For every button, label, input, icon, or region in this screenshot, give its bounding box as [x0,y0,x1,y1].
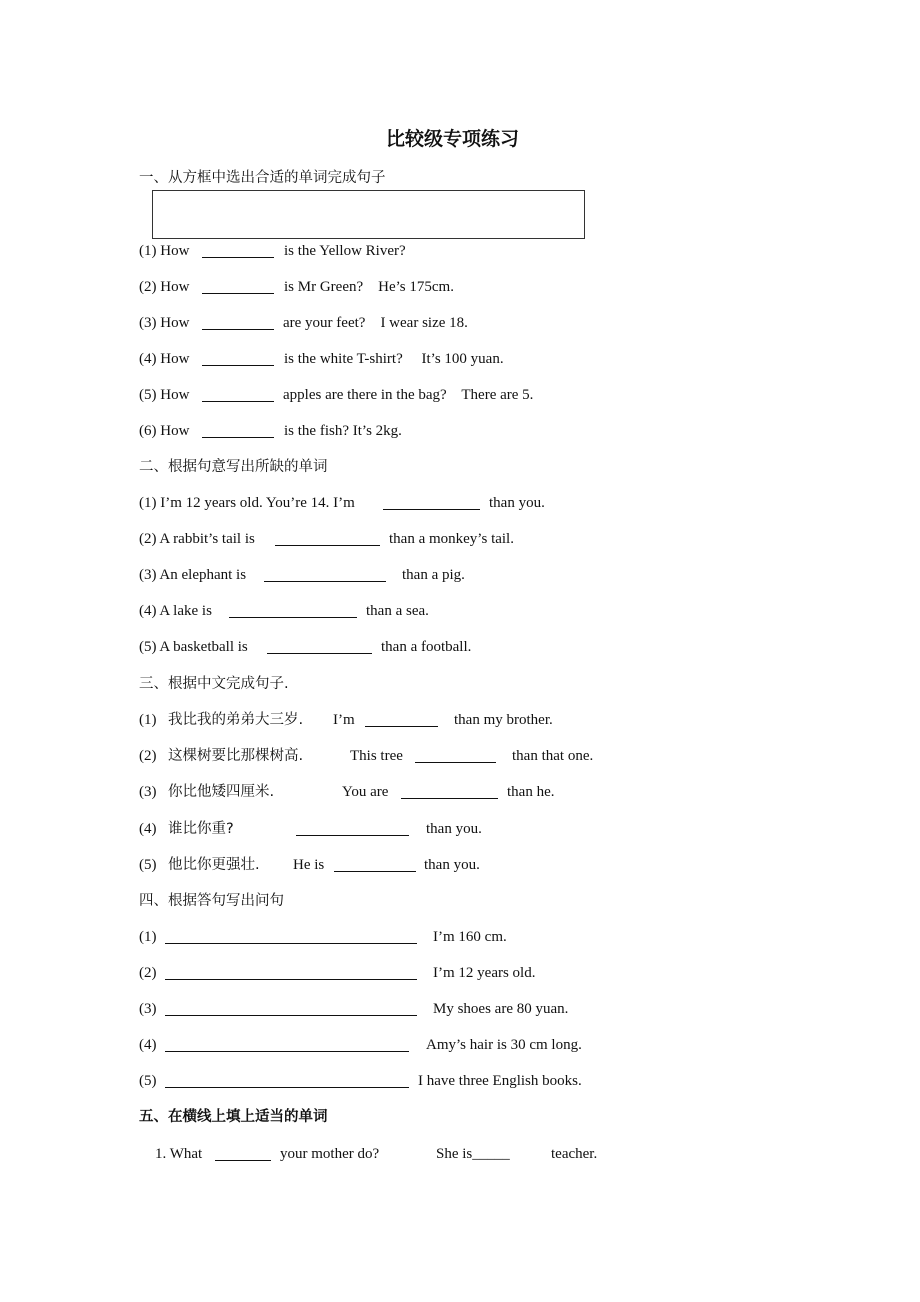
q2-2-post: than a monkey’s tail. [389,531,514,547]
q1-3-text: are your feet? I wear size 18. [283,315,468,331]
blank[interactable] [202,329,274,330]
blank[interactable] [165,943,417,944]
q1-4-num: (4) How [139,351,190,367]
q1-1-text: is the Yellow River? [284,243,406,259]
word-box [152,190,585,239]
blank[interactable] [264,581,386,582]
blank[interactable] [165,1051,409,1052]
q5-1-part2: She is_____ [436,1146,510,1162]
blank[interactable] [415,762,496,763]
q2-3-post: than a pig. [402,567,465,583]
blank[interactable] [275,545,380,546]
blank[interactable] [383,509,480,510]
blank[interactable] [202,437,274,438]
blank[interactable] [267,653,372,654]
q3-2-num: (2) [139,748,157,764]
q4-5-answer: I have three English books. [418,1073,582,1089]
q3-4-num: (4) [139,821,157,837]
q3-3-post: than he. [507,784,555,800]
q3-1-post: than my brother. [454,712,553,728]
q3-5-cn: 他比你更强壮. [168,857,260,873]
section-2-heading: 二、根据句意写出所缺的单词 [139,459,328,475]
section-1-heading: 一、从方框中选出合适的单词完成句子 [139,170,386,186]
q1-2-text: is Mr Green? He’s 175cm. [284,279,454,295]
blank[interactable] [215,1160,271,1161]
section-4-heading: 四、根据答句写出问句 [139,893,284,909]
q3-5-pre: He is [293,857,325,873]
q4-2-num: (2) [139,965,157,981]
q2-3-pre: (3) An elephant is [139,567,247,583]
q1-6-text: is the fish? It’s 2kg. [284,423,402,439]
q5-1-post: teacher. [551,1146,598,1162]
q3-3-cn: 你比他矮四厘米. [168,784,275,800]
section-5-heading: 五、在横线上填上适当的单词 [139,1109,328,1125]
blank[interactable] [165,1015,417,1016]
blank[interactable] [229,617,357,618]
q1-1-num: (1) How [139,243,190,259]
q2-4-pre: (4) A lake is [139,603,212,619]
blank[interactable] [202,401,274,402]
q4-5-num: (5) [139,1073,157,1089]
blank[interactable] [202,365,274,366]
q3-1-pre: I’m [333,712,355,728]
q4-1-answer: I’m 160 cm. [433,929,507,945]
q3-3-pre: You are [342,784,389,800]
blank[interactable] [401,798,498,799]
q2-1-post: than you. [489,495,545,511]
q3-2-post: than that one. [512,748,594,764]
q2-5-post: than a football. [381,639,472,655]
q4-4-num: (4) [139,1037,157,1053]
q3-3-num: (3) [139,784,157,800]
q4-2-answer: I’m 12 years old. [433,965,536,981]
page-title: 比较级专项练习 [386,128,520,150]
q4-3-answer: My shoes are 80 yuan. [433,1001,569,1017]
blank[interactable] [202,257,274,258]
blank[interactable] [202,293,274,294]
q4-4-answer: Amy’s hair is 30 cm long. [426,1037,582,1053]
q5-1-mid: your mother do? [280,1146,380,1162]
q2-1-pre: (1) I’m 12 years old. You’re 14. I’m [139,495,355,511]
blank[interactable] [334,871,416,872]
blank[interactable] [365,726,438,727]
q3-1-num: (1) [139,712,157,728]
q1-4-text: is the white T-shirt? It’s 100 yuan. [284,351,504,367]
q1-3-num: (3) How [139,315,190,331]
blank[interactable] [165,979,417,980]
q2-5-pre: (5) A basketball is [139,639,248,655]
q5-1-pre: 1. What [155,1146,203,1162]
q4-1-num: (1) [139,929,157,945]
q1-6-num: (6) How [139,423,190,439]
q1-5-num: (5) How [139,387,190,403]
q3-4-post: than you. [426,821,482,837]
blank[interactable] [296,835,409,836]
q3-2-cn: 这棵树要比那棵树高. [168,748,304,764]
q3-2-pre: This tree [350,748,403,764]
q1-2-num: (2) How [139,279,190,295]
q2-2-pre: (2) A rabbit’s tail is [139,531,255,547]
q2-4-post: than a sea. [366,603,429,619]
q4-3-num: (3) [139,1001,157,1017]
section-3-heading: 三、根据中文完成句子. [139,676,289,692]
blank[interactable] [165,1087,409,1088]
q3-1-cn: 我比我的弟弟大三岁. [168,712,304,728]
q3-4-cn: 谁比你重? [168,821,234,837]
q3-5-post: than you. [424,857,480,873]
q1-5-text: apples are there in the bag? There are 5. [283,387,534,403]
q3-5-num: (5) [139,857,157,873]
